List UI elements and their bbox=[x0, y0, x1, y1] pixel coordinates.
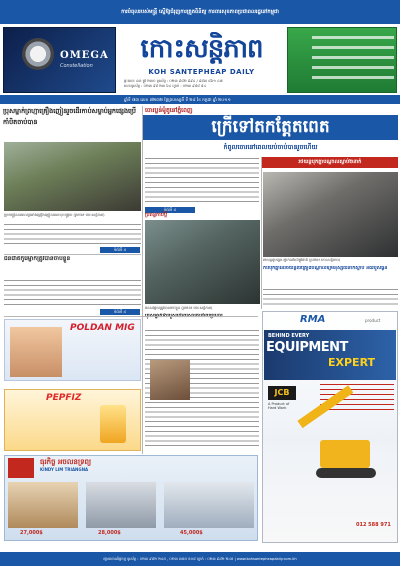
rma-phone: 012 588 971 bbox=[356, 522, 391, 528]
col-3-headline[interactable]: ប្រពន្ធកាប់ប្ដី bbox=[145, 212, 168, 218]
realty-subtitle: KINDY LIM TRIANGNA bbox=[40, 467, 89, 472]
realty-logo-icon bbox=[8, 458, 34, 478]
police-arrest-photo bbox=[145, 220, 260, 304]
house-photo bbox=[164, 482, 254, 528]
ad-text-line bbox=[312, 66, 394, 69]
red-headline[interactable]: រថយន្តបុកគ្នាបណ្ដាលស្លាប់២នាក់ bbox=[262, 157, 398, 168]
excavator-track-icon bbox=[316, 468, 376, 478]
price-label: 28,000$ bbox=[98, 530, 121, 536]
masthead-title-khmer: កោះសន្តិភាព bbox=[140, 34, 263, 64]
ad-text-line bbox=[312, 46, 394, 49]
portrait-photo bbox=[150, 360, 190, 400]
car-crash-photo bbox=[263, 172, 398, 257]
main-subhead: កំពូលចោរនៅពេលយប់ចាប់បានរួចហើយ bbox=[223, 144, 318, 151]
realty-title: ធុរកិច្ច អចលនទ្រព្យ bbox=[40, 458, 92, 466]
rma-partner-label: product bbox=[365, 318, 381, 323]
green-service-ad[interactable] bbox=[287, 27, 397, 93]
masthead-title-english: KOH SANTEPHEAP DAILY bbox=[148, 68, 255, 76]
excavator-icon bbox=[320, 440, 370, 468]
pepfiz-logo: PEPFIZ bbox=[46, 393, 82, 403]
footer-contact: ផ្សាយពាណិជ្ជកម្ម ទូរស័ព្ទ : ០២៣ ៩៨២ ២៤៥ , ០២៣ ៣៥៥ ៥០៨ ហ្វាក់ : ០២៣ ៩៨២ ២៤៥ | www.kohsantepheapdaily.com.kh bbox=[0, 552, 400, 566]
col-2-headline[interactable]: ជនជាតិកូរ៉េម្នាក់ត្រូវបានចាប់ខ្លួន bbox=[4, 256, 71, 262]
ad-text-line bbox=[312, 76, 394, 79]
dateline: ឆ្នាំទី ៧៣ លេខ ៧២៣២ ថ្ងៃព្រហស្បតិ៍ ទី ២៨ ខែ កក្កដា ឆ្នាំ ២០១១ bbox=[0, 95, 400, 104]
car-story-body: ការបុកគ្នានៃរថយន្តពីរគ្រឿងបណ្ដាលឱ្យមនុស្សពីរនាក់ស្លាប់ និងរបួសធ្ងន់ bbox=[263, 266, 388, 271]
omega-logo: OMEGA bbox=[60, 50, 109, 61]
masthead-info bbox=[124, 79, 279, 89]
price-label: 45,000$ bbox=[180, 530, 203, 536]
police-photo-caption: ជនសង្ស័យត្រូវបានចាប់ខ្លួន (រូបថត៖ កោះសន្តិភាព) bbox=[145, 306, 213, 310]
left-story-body bbox=[4, 224, 141, 246]
section-divider bbox=[4, 316, 258, 317]
watch-icon bbox=[22, 38, 54, 70]
rma-equipment-text: EQUIPMENT bbox=[266, 340, 348, 355]
mid-story-headline[interactable]: ចោរប្លន់ម៉ូតូនៅភ្នំពេញ bbox=[145, 107, 193, 114]
main-story-body bbox=[145, 158, 259, 206]
masthead-info-line-2: លេខទូរស័ព្ទ : ០២៣ ៩៨ ២៣ ៦៤ ហ្វាក់ : ០២៣ ៩៨៨ ៨៤ bbox=[124, 84, 207, 88]
section-divider bbox=[4, 254, 141, 255]
left-story-read-more[interactable]: ទំព័រទី ៤ bbox=[100, 247, 140, 253]
left-story-caption: ក្រុមមន្ត្រីនគរបាលប្រឆាំងគ្រឿងញៀនពេលចុះបង្ក្រាប (រូបថត៖ កោះសន្តិភាព) bbox=[4, 213, 105, 217]
main-headline[interactable]: ក្រើទៅតកត្តែតពេត bbox=[143, 115, 398, 140]
main-story-read-more[interactable]: ទំព័រទី ៤ bbox=[145, 207, 195, 213]
price-label: 27,000$ bbox=[20, 530, 43, 536]
jcb-logo: JCB bbox=[268, 386, 296, 400]
car-story-text bbox=[263, 289, 398, 307]
ad-text-line bbox=[312, 56, 394, 59]
rma-expert-text: EXPERT bbox=[328, 356, 376, 369]
masthead-info-line-1: ផ្ទះលេខ ៤៣ ផ្លូវ ២៣០ ទូរស័ព្ទ : ០២៣ ៩៨២ ៩៩៤ / ៩៨៣ ៨៦១ ៤៧ bbox=[124, 79, 223, 83]
rma-behind-text: BEHIND EVERY bbox=[268, 333, 310, 339]
car-photo-caption: រថយន្តជួបគ្រោះថ្នាក់នៅលើផ្លូវជាតិ (រូបថត៖ កោះសន្តិភាព) bbox=[263, 258, 341, 262]
house-photo bbox=[86, 482, 156, 528]
jcb-tagline: A Product of Hard Work bbox=[268, 402, 290, 410]
rma-logo: RMA bbox=[300, 314, 326, 325]
top-banner-headline: ការបំពុលរបស់មន្ត្រី ស្នើឱ្យជំរុញការត្រួតពិនិត្យ ការពារសុខភាពប្រជាពលរដ្ឋនៅកម្ពុជា bbox=[0, 0, 400, 24]
omega-tagline: Constellation bbox=[60, 63, 93, 69]
poldan-model-photo bbox=[10, 327, 62, 377]
left-story-headline[interactable]: ប្រុសម្នាក់ព្រហ្មាគ្រឿងញៀនរួចដើរកាប់សម្លាប់អ្នកផ្សេងប្រើកាំបិតចាប់បាន bbox=[3, 107, 136, 126]
house-photo bbox=[8, 482, 78, 528]
street-photo bbox=[4, 142, 141, 211]
poldan-logo: POLDAN MIG bbox=[70, 323, 135, 333]
ad-text-line bbox=[312, 36, 394, 39]
column-divider bbox=[261, 157, 262, 309]
column-divider bbox=[142, 106, 143, 454]
pepfiz-bottle-icon bbox=[100, 405, 126, 443]
col-2-body bbox=[4, 280, 141, 308]
col-2-read-more[interactable]: ទំព័រទី ៤ bbox=[100, 309, 140, 315]
